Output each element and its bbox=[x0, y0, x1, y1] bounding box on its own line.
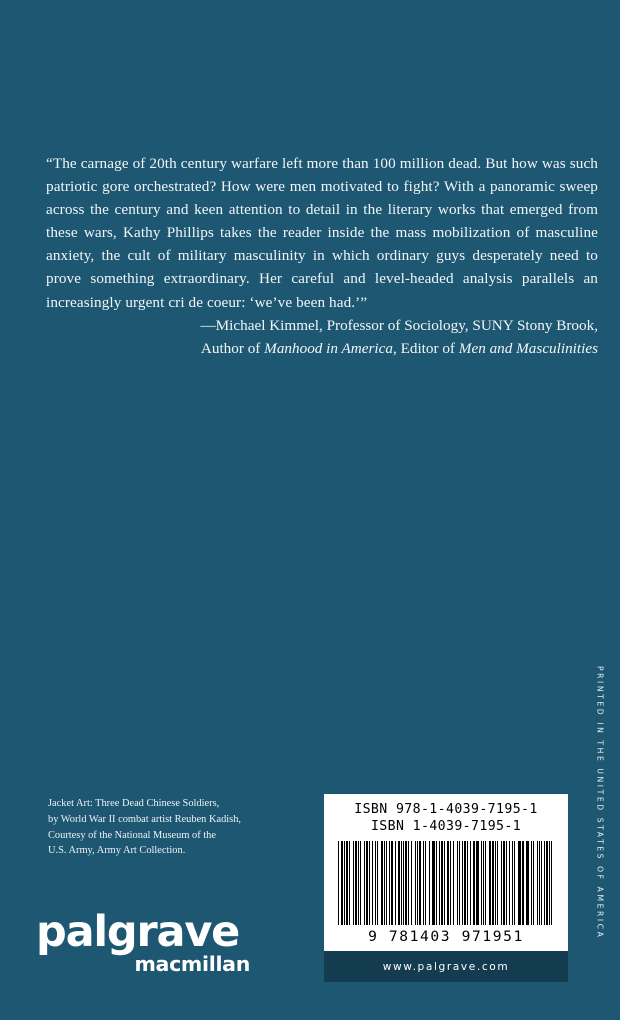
barcode-panel bbox=[324, 794, 568, 951]
attribution-book-title: Manhood in America bbox=[264, 339, 393, 357]
blurb-attribution bbox=[46, 314, 598, 360]
jacket-credit-line-4: U.S. Army, Army Art Collection. bbox=[48, 845, 186, 857]
jacket-credit-line-2: by World War II combat artist Reuben Kadish, bbox=[48, 813, 242, 825]
blurb-attribution-line1: —Michael Kimmel, Professor of Sociology, SUNY Stony Brook, bbox=[200, 316, 598, 334]
barcode-block bbox=[324, 794, 568, 982]
isbn10-text: ISBN 1-4039-7195-1 bbox=[370, 818, 522, 834]
jacket-art-credit bbox=[48, 796, 308, 859]
jacket-credit-line-3: Courtesy of the National Museum of the bbox=[48, 829, 216, 841]
publisher-url-text: www.palgrave.com bbox=[382, 960, 510, 973]
jacket-credit-line-1: Jacket Art: Three Dead Chinese Soldiers, bbox=[48, 798, 220, 809]
barcode-digits: 9 781403 971951 bbox=[368, 927, 524, 945]
blurb-quote-text: “The carnage of 20th century warfare left more than 100 million dead. But how was such patriotic gore orchestrated? How were men motivated to fight? With a panoramic sweep across the century and keen attention to detail in the literary works that emerged from these wars, Kathy Phillips takes the reader inside the mass mobilization of masculine anxiety, the cult of military masculinity in which ordinary guys desperately need to prove something extraordinary. Her careful and level-headed analysis parallels an increasingly urgent cri de coeur: ‘we’ve been had.’” bbox=[46, 155, 598, 311]
attribution-editor-prefix: , Editor of bbox=[392, 339, 459, 357]
publisher-subname: macmillan bbox=[134, 952, 250, 977]
attribution-author-prefix: Author of bbox=[200, 339, 265, 357]
attribution-journal-title: Men and Masculinities bbox=[458, 339, 598, 357]
publisher-logo bbox=[36, 907, 251, 977]
blurb-attribution-line2 bbox=[46, 337, 598, 360]
printed-in-usa-label: PRINTED IN THE UNITED STATES OF AMERICA bbox=[595, 666, 605, 940]
publisher-name: palgrave bbox=[36, 907, 240, 957]
barcode-bars bbox=[334, 841, 558, 925]
isbn13-text: ISBN 978-1-4039-7195-1 bbox=[354, 802, 538, 817]
printed-in-usa-text bbox=[592, 666, 608, 996]
blurb-section bbox=[46, 152, 598, 360]
publisher-url-bar[interactable] bbox=[324, 951, 568, 982]
